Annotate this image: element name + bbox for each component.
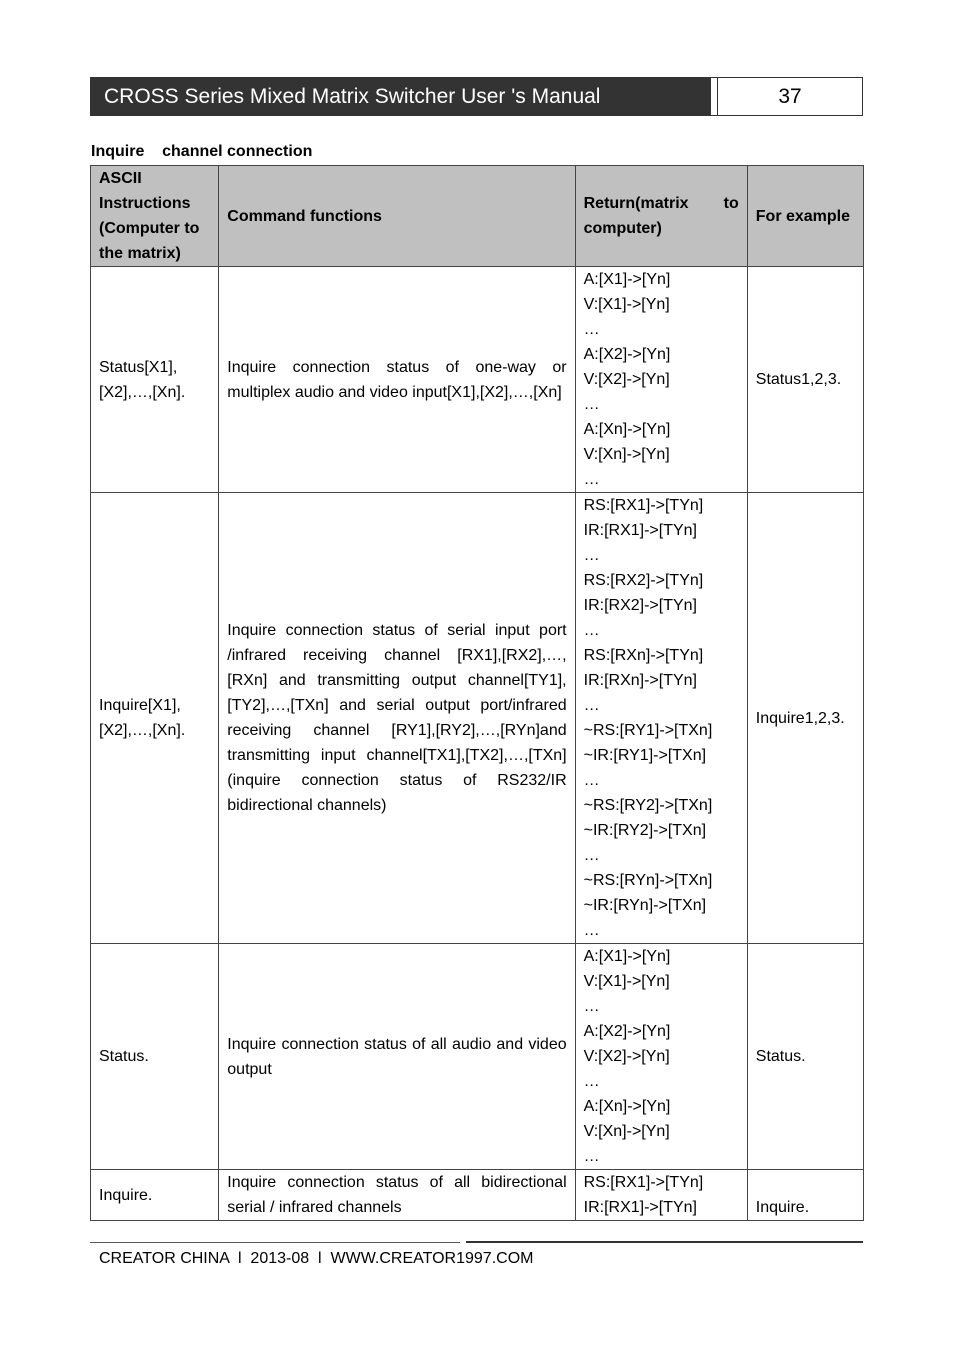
return-line: IR:[RX1]->[TYn] <box>583 1199 697 1216</box>
return-line: A:[X1]->[Yn] <box>583 948 671 965</box>
return-line: A:[Xn]->[Yn] <box>583 421 671 438</box>
return-line: RS:[RX1]->[TYn] <box>583 497 704 514</box>
cell-ascii: Inquire. <box>91 1170 219 1221</box>
return-line: V:[Xn]->[Yn] <box>583 446 670 463</box>
return-line: … <box>583 847 600 864</box>
return-line: … <box>583 396 600 413</box>
header-example: For example <box>747 166 863 267</box>
return-line: IR:[RX2]->[TYn] <box>583 597 697 614</box>
header-ascii: ASCII Instructions (Computer to the matrix) <box>91 166 219 267</box>
header-functions: Command functions <box>219 166 575 267</box>
cell-return <box>575 944 747 1170</box>
return-line: RS:[RX2]->[TYn] <box>583 572 704 589</box>
return-line: A:[Xn]->[Yn] <box>583 1098 671 1115</box>
command-table <box>90 165 864 1221</box>
return-line: … <box>583 547 600 564</box>
return-line: V:[X1]->[Yn] <box>583 973 670 990</box>
header-return-line2: computer) <box>583 220 662 237</box>
return-line: RS:[RXn]->[TYn] <box>583 647 704 664</box>
return-line: … <box>583 922 600 939</box>
cell-function: Inquire connection status of all bidirectional serial / infrared channels <box>219 1170 575 1221</box>
cell-return <box>575 493 747 944</box>
header-return-right: to <box>723 195 739 212</box>
table-row <box>91 944 864 1170</box>
cell-ascii: Inquire[X1],[X2],…,[Xn]. <box>91 493 219 944</box>
return-line: … <box>583 622 600 639</box>
footer-rule-left <box>90 1242 460 1243</box>
return-line: RS:[RX1]->[TYn] <box>583 1174 704 1191</box>
cell-example: Status1,2,3. <box>747 267 863 493</box>
table-header-row <box>91 166 864 267</box>
return-line: IR:[RX1]->[TYn] <box>583 522 697 539</box>
cell-example: Status. <box>747 944 863 1170</box>
page-number: 37 <box>717 78 862 115</box>
return-line: A:[X2]->[Yn] <box>583 346 671 363</box>
return-line: A:[X2]->[Yn] <box>583 1023 671 1040</box>
return-line: A:[X1]->[Yn] <box>583 271 671 288</box>
return-line: … <box>583 772 600 789</box>
return-line: V:[X1]->[Yn] <box>583 296 670 313</box>
return-line: ~IR:[RY1]->[TXn] <box>583 747 707 764</box>
cell-function: Inquire connection status of serial input port /infrared receiving channel [RX1],[RX2],…,[RXn] and transmitting output channel[TY1],[TY2],…,[TXn] and serial output port/infrared receiving channel [RY1],[RY2],…,[RYn]and transmitting input channel[TX1],[TX2],…,[TXn] (inquire connection status of RS232/IR bidirectional channels) <box>219 493 575 944</box>
return-line: ~RS:[RY1]->[TXn] <box>583 722 713 739</box>
cell-example: Inquire. <box>747 1170 863 1221</box>
return-line: … <box>583 1148 600 1165</box>
table-row <box>91 1170 864 1221</box>
return-line: … <box>583 321 600 338</box>
cell-example: Inquire1,2,3. <box>747 493 863 944</box>
cell-function: Inquire connection status of one-way or multiplex audio and video input[X1],[X2],…,[Xn] <box>219 267 575 493</box>
return-line: … <box>583 471 600 488</box>
return-line: … <box>583 998 600 1015</box>
manual-title: CROSS Series Mixed Matrix Switcher User 's Manual <box>91 78 711 115</box>
footer-rule-right <box>466 1241 863 1243</box>
return-line: … <box>583 1073 600 1090</box>
cell-return <box>575 1170 747 1221</box>
return-line: ~IR:[RYn]->[TXn] <box>583 897 707 914</box>
page-footer: CREATOR CHINA l 2013-08 l WWW.CREATOR1997.COM <box>99 1250 534 1267</box>
cell-ascii: Status[X1],[X2],…,[Xn]. <box>91 267 219 493</box>
return-line: ~RS:[RYn]->[TXn] <box>583 872 713 889</box>
return-line: V:[X2]->[Yn] <box>583 1048 670 1065</box>
return-line: V:[X2]->[Yn] <box>583 371 670 388</box>
table-row <box>91 493 864 944</box>
page-header <box>90 77 863 116</box>
cell-ascii: Status. <box>91 944 219 1170</box>
header-return-left: Return(matrix <box>583 195 689 212</box>
table-row <box>91 267 864 493</box>
cell-return <box>575 267 747 493</box>
return-line: … <box>583 697 600 714</box>
return-line: V:[Xn]->[Yn] <box>583 1123 670 1140</box>
return-line: ~IR:[RY2]->[TXn] <box>583 822 707 839</box>
section-title: Inquire channel connection <box>91 143 313 160</box>
return-line: ~RS:[RY2]->[TXn] <box>583 797 713 814</box>
return-line: IR:[RXn]->[TYn] <box>583 672 697 689</box>
header-return <box>575 166 747 267</box>
cell-function: Inquire connection status of all audio and video output <box>219 944 575 1170</box>
